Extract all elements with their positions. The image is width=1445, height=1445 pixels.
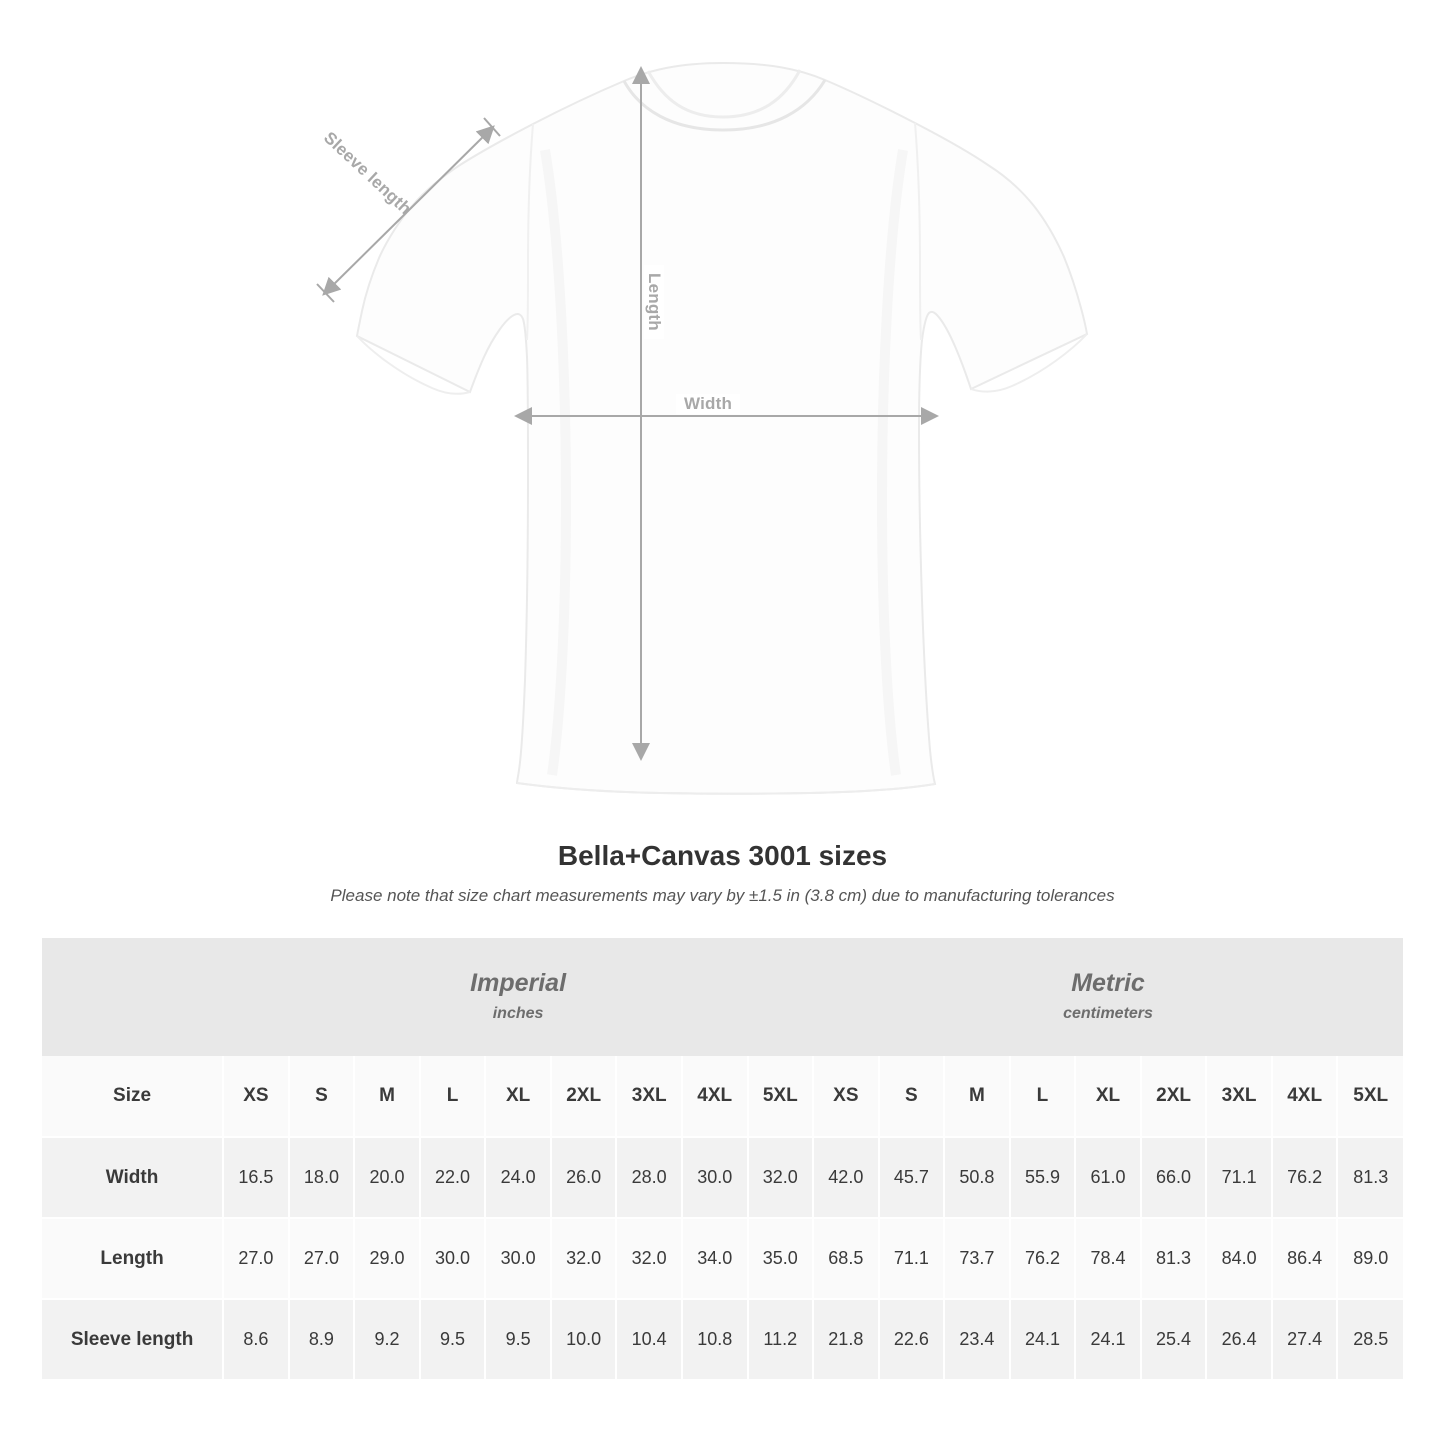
width-dimension-label: Width <box>676 394 740 414</box>
cell-width-imperial-xl: 24.0 <box>485 1137 551 1218</box>
cell-width-metric-s: 45.7 <box>879 1137 945 1218</box>
col-header-metric-2xl: 2XL <box>1141 1056 1207 1137</box>
cell-length-imperial-5xl: 35.0 <box>748 1218 814 1299</box>
cell-width-metric-l: 55.9 <box>1010 1137 1076 1218</box>
cell-sleeve-imperial-3xl: 10.4 <box>616 1299 682 1380</box>
size-table-wrapper <box>42 938 1403 1381</box>
col-header-imperial-xl: XL <box>485 1056 551 1137</box>
unit-group-metric-sub: centimeters <box>1063 1005 1153 1023</box>
cell-length-metric-s: 71.1 <box>879 1218 945 1299</box>
cell-length-metric-4xl: 86.4 <box>1272 1218 1338 1299</box>
chart-title-block <box>0 840 1445 906</box>
cell-sleeve-metric-xs: 21.8 <box>813 1299 879 1380</box>
unit-group-imperial <box>223 938 813 1056</box>
cell-length-imperial-m: 29.0 <box>354 1218 420 1299</box>
cell-sleeve-imperial-2xl: 10.0 <box>551 1299 617 1380</box>
cell-length-metric-l: 76.2 <box>1010 1218 1076 1299</box>
cell-sleeve-imperial-xs: 8.6 <box>223 1299 289 1380</box>
cell-width-metric-xl: 61.0 <box>1075 1137 1141 1218</box>
cell-length-imperial-l: 30.0 <box>420 1218 486 1299</box>
table-row <box>42 1299 1403 1380</box>
col-header-metric-3xl: 3XL <box>1206 1056 1272 1137</box>
cell-length-imperial-3xl: 32.0 <box>616 1218 682 1299</box>
cell-sleeve-metric-s: 22.6 <box>879 1299 945 1380</box>
cell-sleeve-metric-xl: 24.1 <box>1075 1299 1141 1380</box>
col-header-imperial-2xl: 2XL <box>551 1056 617 1137</box>
cell-length-imperial-s: 27.0 <box>289 1218 355 1299</box>
cell-width-imperial-5xl: 32.0 <box>748 1137 814 1218</box>
col-header-metric-s: S <box>879 1056 945 1137</box>
unit-group-spacer <box>42 938 223 1056</box>
cell-sleeve-imperial-5xl: 11.2 <box>748 1299 814 1380</box>
col-header-metric-l: L <box>1010 1056 1076 1137</box>
cell-length-imperial-xl: 30.0 <box>485 1218 551 1299</box>
cell-width-metric-5xl: 81.3 <box>1337 1137 1403 1218</box>
cell-sleeve-imperial-m: 9.2 <box>354 1299 420 1380</box>
col-header-imperial-l: L <box>420 1056 486 1137</box>
cell-length-metric-3xl: 84.0 <box>1206 1218 1272 1299</box>
col-header-metric-xl: XL <box>1075 1056 1141 1137</box>
col-header-metric-5xl: 5XL <box>1337 1056 1403 1137</box>
cell-sleeve-metric-m: 23.4 <box>944 1299 1010 1380</box>
table-row <box>42 1137 1403 1218</box>
row-header-size: Size <box>42 1056 223 1137</box>
cell-width-imperial-xs: 16.5 <box>223 1137 289 1218</box>
cell-length-imperial-4xl: 34.0 <box>682 1218 748 1299</box>
col-header-imperial-xs: XS <box>223 1056 289 1137</box>
col-header-metric-m: M <box>944 1056 1010 1137</box>
col-header-imperial-3xl: 3XL <box>616 1056 682 1137</box>
col-header-imperial-s: S <box>289 1056 355 1137</box>
cell-sleeve-metric-2xl: 25.4 <box>1141 1299 1207 1380</box>
cell-width-imperial-4xl: 30.0 <box>682 1137 748 1218</box>
cell-width-imperial-2xl: 26.0 <box>551 1137 617 1218</box>
cell-sleeve-imperial-s: 8.9 <box>289 1299 355 1380</box>
length-dimension-label: Length <box>644 265 664 339</box>
cell-sleeve-metric-3xl: 26.4 <box>1206 1299 1272 1380</box>
unit-group-metric-name: Metric <box>1071 969 1145 998</box>
col-header-metric-4xl: 4XL <box>1272 1056 1338 1137</box>
cell-width-imperial-s: 18.0 <box>289 1137 355 1218</box>
cell-width-metric-4xl: 76.2 <box>1272 1137 1338 1218</box>
unit-group-row <box>42 938 1403 1056</box>
col-header-imperial-5xl: 5XL <box>748 1056 814 1137</box>
cell-sleeve-imperial-xl: 9.5 <box>485 1299 551 1380</box>
cell-sleeve-metric-4xl: 27.4 <box>1272 1299 1338 1380</box>
page-title: Bella+Canvas 3001 sizes <box>557 840 888 871</box>
tshirt-body-shape <box>357 63 1087 794</box>
table-row <box>42 1218 1403 1299</box>
cell-length-metric-2xl: 81.3 <box>1141 1218 1207 1299</box>
row-label-length: Length <box>42 1218 223 1299</box>
unit-group-metric <box>813 938 1403 1056</box>
cell-width-imperial-3xl: 28.0 <box>616 1137 682 1218</box>
cell-width-metric-m: 50.8 <box>944 1137 1010 1218</box>
col-header-imperial-m: M <box>354 1056 420 1137</box>
cell-length-metric-xs: 68.5 <box>813 1218 879 1299</box>
cell-length-imperial-xs: 27.0 <box>223 1218 289 1299</box>
tolerance-note: Please note that size chart measurements may vary by ±1.5 in (3.8 cm) due to manufacturing tolerances <box>330 886 1115 905</box>
cell-length-metric-5xl: 89.0 <box>1337 1218 1403 1299</box>
cell-width-imperial-m: 20.0 <box>354 1137 420 1218</box>
col-header-imperial-4xl: 4XL <box>682 1056 748 1137</box>
cell-width-imperial-l: 22.0 <box>420 1137 486 1218</box>
cell-width-metric-3xl: 71.1 <box>1206 1137 1272 1218</box>
cell-length-imperial-2xl: 32.0 <box>551 1218 617 1299</box>
col-header-metric-xs: XS <box>813 1056 879 1137</box>
sleeve-length-dimension-label: Sleeve length <box>320 128 416 219</box>
cell-sleeve-metric-l: 24.1 <box>1010 1299 1076 1380</box>
cell-sleeve-imperial-l: 9.5 <box>420 1299 486 1380</box>
cell-length-metric-m: 73.7 <box>944 1218 1010 1299</box>
cell-width-metric-xs: 42.0 <box>813 1137 879 1218</box>
size-chart-table <box>42 938 1403 1381</box>
cell-length-metric-xl: 78.4 <box>1075 1218 1141 1299</box>
cell-sleeve-metric-5xl: 28.5 <box>1337 1299 1403 1380</box>
unit-group-imperial-name: Imperial <box>470 969 567 998</box>
unit-group-imperial-sub: inches <box>492 1005 544 1023</box>
cell-sleeve-imperial-4xl: 10.8 <box>682 1299 748 1380</box>
cell-width-metric-2xl: 66.0 <box>1141 1137 1207 1218</box>
row-label-sleeve-length: Sleeve length <box>42 1299 223 1380</box>
size-header-row <box>42 1056 1403 1137</box>
row-label-width: Width <box>42 1137 223 1218</box>
